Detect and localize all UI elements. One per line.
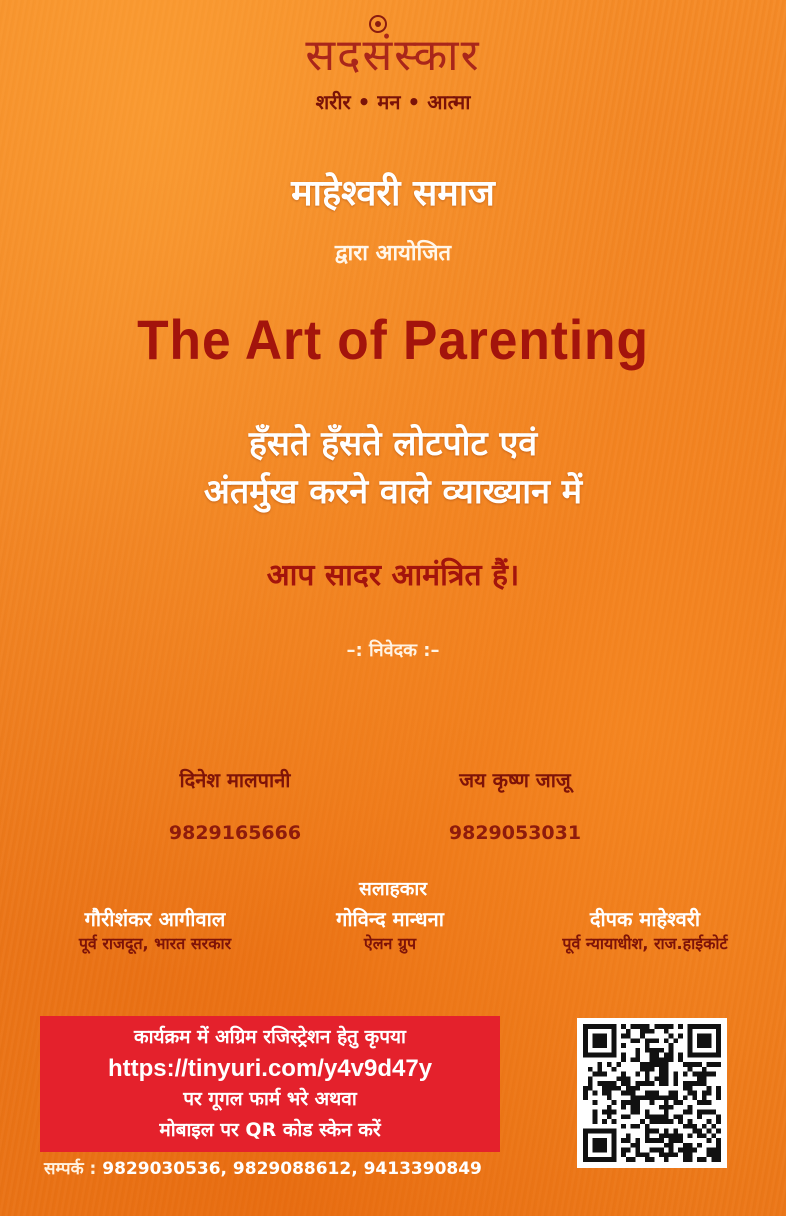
advisor-2: [290, 906, 490, 956]
presenter-name: जय कृष्ण जाजू: [459, 768, 571, 792]
lecture-line-2: अंतर्मुख करने वाले व्याख्यान में: [203, 472, 583, 512]
presenter-phone: 9829165666: [168, 822, 302, 844]
registration-box: [40, 1016, 500, 1152]
registration-line-1: कार्यक्रम में अग्रिम रजिस्ट्रेशन हेतु कृपया: [134, 1026, 406, 1048]
advisor-name: दीपक माहेश्वरी: [589, 907, 701, 931]
presenter-2: [430, 766, 600, 846]
qr-code-graphic: [583, 1024, 721, 1162]
organizer-name: माहेश्वरी समाज: [291, 173, 495, 214]
contact-label: सम्पर्क :: [44, 1159, 97, 1179]
qr-code-icon[interactable]: [577, 1018, 727, 1168]
advisor-name: गोविन्द मान्धना: [336, 907, 444, 931]
logo: सदसंस्कार: [305, 30, 481, 81]
registration-line-3: पर गूगल फार्म भरे अथवा: [183, 1088, 357, 1110]
contact-info: [44, 1156, 482, 1182]
tagline: शरीर • मन • आत्मा: [315, 90, 471, 114]
advisor-3: [520, 906, 770, 956]
advisor-role: ऐलन ग्रुप: [363, 934, 417, 953]
advisors-label: सलाहकार: [358, 878, 428, 900]
event-title: The Art of Parenting: [137, 308, 649, 371]
registration-line-4: मोबाइल पर QR कोड स्केन करें: [159, 1119, 381, 1141]
nivedak-label: –: निवेदक :–: [346, 640, 440, 661]
advisor-name: गौरीशंकर आगीवाल: [84, 907, 226, 931]
presenter-name: दिनेश मालपानी: [179, 768, 291, 792]
lecture-line-1: हँसते हँसते लोटपोट एवं: [248, 424, 538, 464]
contact-numbers: 9829030536, 9829088612, 9413390849: [102, 1159, 482, 1179]
organized-by: द्वारा आयोजित: [334, 241, 452, 266]
invitation-text: आप सादर आमंत्रित हैं।: [266, 558, 520, 593]
advisor-role: पूर्व राजदूत, भारत सरकार: [78, 934, 232, 953]
lecture-description: [0, 420, 786, 516]
advisor-1: [40, 906, 270, 956]
presenter-phone: 9829053031: [448, 822, 582, 844]
registration-link[interactable]: https://tinyuri.com/y4v9d47y: [107, 1055, 433, 1082]
advisor-role: पूर्व न्यायाधीश, राज.हाईकोर्ट: [562, 934, 728, 953]
presenter-1: [150, 766, 320, 846]
